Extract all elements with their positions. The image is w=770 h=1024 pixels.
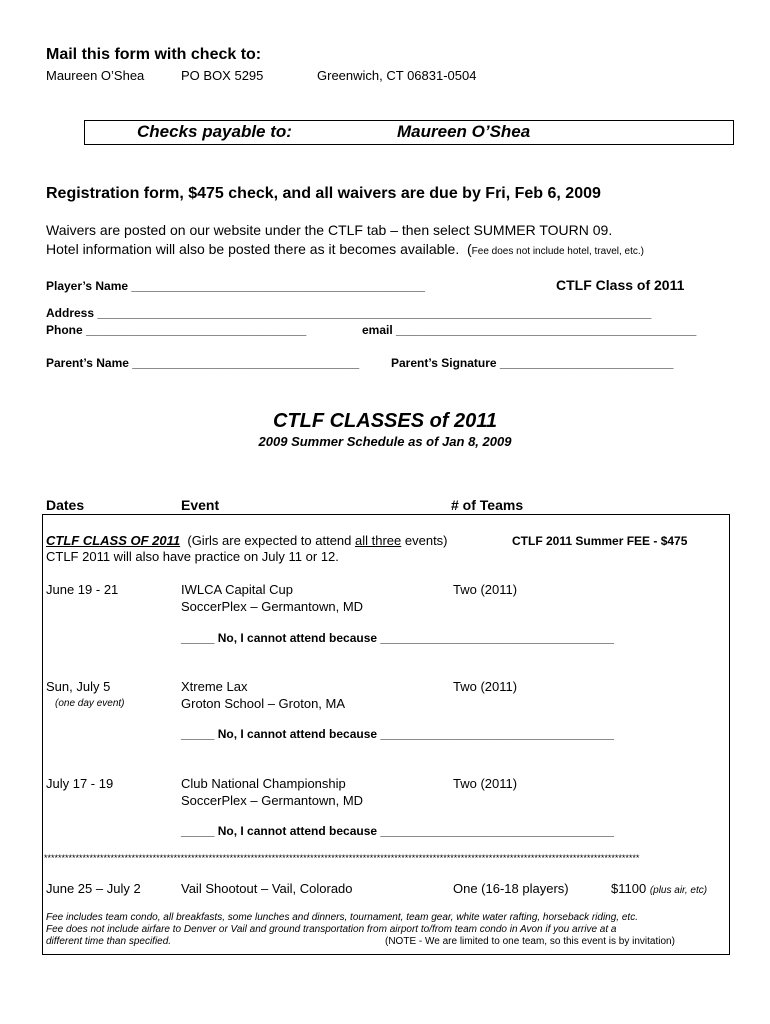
event-date: June 19 - 21	[46, 582, 119, 597]
player-name-field[interactable]: Player’s Name ____________________________________________	[46, 279, 426, 293]
vail-fee-excludes-cont: different time than specified.	[46, 936, 172, 947]
class-info-note-post: events)	[401, 533, 448, 548]
practice-note: CTLF 2011 will also have practice on July 11 or 12.	[46, 549, 339, 564]
event-location: SoccerPlex – Germantown, MD	[181, 793, 364, 808]
checks-payable-label: Checks payable to:	[137, 122, 292, 141]
event-name: Xtreme Lax	[181, 679, 248, 694]
vail-players: One (16-18 players)	[453, 881, 569, 896]
class-info-line	[46, 533, 448, 548]
mail-city: Greenwich, CT 06831-0504	[317, 68, 477, 83]
summer-fee: CTLF 2011 Summer FEE - $475	[512, 534, 688, 548]
parent-signature-field[interactable]: Parent’s Signature __________________________	[391, 356, 674, 370]
mail-heading: Mail this form with check to:	[46, 46, 262, 63]
event-location: Groton School – Groton, MA	[181, 696, 346, 711]
parent-name-field[interactable]: Parent’s Name __________________________________	[46, 356, 360, 370]
class-info-label: CTLF CLASS OF 2011	[46, 533, 181, 548]
header-event: Event	[181, 497, 220, 513]
vail-price: $1100	[611, 881, 647, 896]
vail-fee-includes: Fee includes team condo, all breakfasts, some lunches and dinners, tournament, team gear, white water rafting, horseback riding, etc.	[46, 912, 638, 923]
checks-payee: Maureen O’Shea	[397, 122, 531, 141]
cannot-attend-field[interactable]: _____ No, I cannot attend because ___________________________________	[181, 824, 614, 838]
event-name: Club National Championship	[181, 776, 346, 791]
vail-price-line	[611, 881, 707, 896]
header-dates: Dates	[46, 497, 85, 513]
class-info-note-underline: all three	[355, 533, 402, 548]
mail-name: Maureen O’Shea	[46, 68, 145, 83]
phone-field[interactable]: Phone _________________________________	[46, 323, 307, 337]
hotel-line	[46, 241, 644, 257]
fee-note: Fee does not include hotel, travel, etc.)	[471, 246, 644, 257]
waiver-line: Waivers are posted on our website under the CTLF tab – then select SUMMER TOURN 09.	[46, 222, 613, 238]
event-teams: Two (2011)	[453, 582, 518, 597]
event-teams: Two (2011)	[453, 679, 518, 694]
address-field[interactable]: Address ___________________________________________________________________________________	[46, 306, 652, 320]
classes-title: CTLF CLASSES of 2011	[272, 410, 498, 432]
cannot-attend-field[interactable]: _____ No, I cannot attend because ___________________________________	[181, 727, 614, 741]
fee-paren: (	[467, 241, 472, 257]
classes-subtitle: 2009 Summer Schedule as of Jan 8, 2009	[258, 434, 512, 449]
mail-po-box: PO BOX 5295	[181, 68, 264, 83]
class-info-note-pre: (Girls are expected to attend	[187, 533, 356, 548]
event-date-note: (one day event)	[55, 698, 125, 709]
cannot-attend-field[interactable]: _____ No, I cannot attend because ___________________________________	[181, 631, 614, 645]
vail-price-note: (plus air, etc)	[649, 885, 708, 896]
vail-date: June 25 – July 2	[46, 881, 141, 896]
class-label: CTLF Class of 2011	[556, 277, 685, 293]
star-separator: **************************************************************************************************************************************************************************	[44, 853, 640, 863]
vail-event: Vail Shootout – Vail, Colorado	[181, 881, 353, 896]
vail-limit-note: (NOTE - We are limited to one team, so this event is by invitation)	[385, 936, 675, 947]
vail-fee-excludes: Fee does not include airfare to Denver or Vail and ground transportation from airport to/from team condo in Avon if you arrive at a	[46, 924, 617, 935]
hotel-text: Hotel information will also be posted there as it becomes available.	[46, 241, 460, 257]
event-name: IWLCA Capital Cup	[181, 582, 293, 597]
event-location: SoccerPlex – Germantown, MD	[181, 599, 364, 614]
email-field[interactable]: email _____________________________________________	[362, 323, 697, 337]
event-date: Sun, July 5	[46, 679, 111, 694]
header-teams: # of Teams	[451, 497, 524, 513]
event-teams: Two (2011)	[453, 776, 518, 791]
event-date: July 17 - 19	[46, 776, 114, 791]
registration-due-heading: Registration form, $475 check, and all waivers are due by Fri, Feb 6, 2009	[46, 185, 601, 202]
